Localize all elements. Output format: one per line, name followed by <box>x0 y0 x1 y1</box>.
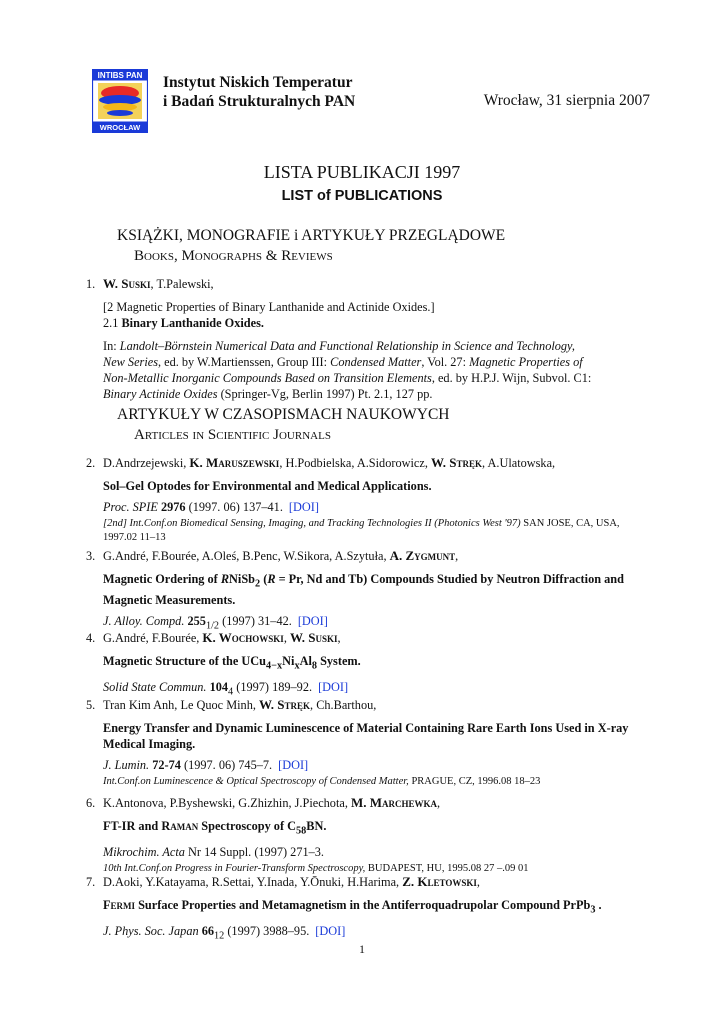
citation-part: , Vol. 27: <box>421 355 470 369</box>
title-part: = Pr, Nd and Tb) Compounds Studied by Neutron Diffraction and Magnetic Measurements. <box>103 572 624 608</box>
paper-title: Energy Transfer and Dynamic Luminescence of Material Containing Rare Earth Ions Used in X-ray Medical Imaging. <box>103 721 629 751</box>
journal-details: (1997) 31–42. <box>219 614 292 629</box>
publication-entry <box>86 697 651 789</box>
journal-issue: 12 <box>214 930 225 942</box>
citation-part: New Series <box>103 355 158 369</box>
journal-volume: 72-74 <box>152 758 181 772</box>
book-citation <box>103 338 651 402</box>
entry-number: 1. <box>86 277 96 291</box>
title-main: LISTA PUBLIKACJI 1997 <box>263 162 461 182</box>
author-list: G.André, F.Bourée, A.Oleś, B.Penc, W.Sikora, A.Szytuła, <box>103 549 390 563</box>
entry-authors <box>103 276 651 292</box>
journal-volume: 104 <box>209 680 229 695</box>
citation-part: Landolt–Börnstein Numerical Data and Functional Relationship in Science and Technology, <box>119 339 575 353</box>
entry-authors <box>103 455 651 471</box>
conference-details: PRAGUE, CZ, 1996.08 18–23 <box>408 776 541 787</box>
doi-link[interactable]: [DOI] <box>288 500 319 514</box>
entry-authors <box>103 874 651 890</box>
title-part: System. <box>317 654 361 668</box>
journal-issue: 1/2 <box>205 620 220 632</box>
title-part: R <box>220 572 230 586</box>
section-title-en: Articles in Scientific Journals <box>134 427 331 443</box>
page-title <box>0 160 724 208</box>
author-highlight: Z. Kletowski <box>402 874 477 889</box>
section-number: 2.1 <box>103 316 122 330</box>
journal-details: (1997. 06) 745–7. <box>180 758 273 772</box>
conference-info <box>103 517 651 545</box>
citation-part: , ed. by W.Martienssen, Group III: <box>158 355 331 369</box>
section-heading-books <box>117 226 505 266</box>
author-list: , H.Podbielska, A.Sidorowicz, <box>279 456 431 470</box>
title-subscript: 58 <box>296 825 307 837</box>
conference-details: SAN JOSE, CA, USA, 1997.02 11–13 <box>103 518 620 543</box>
author-highlight: K. Wochowski <box>202 630 284 645</box>
journal-name: Solid State Commun. <box>103 680 207 695</box>
title-part: Raman <box>161 819 199 833</box>
conference-name: Int.Conf.on Luminescence & Optical Spectroscopy of Condensed Matter, <box>103 776 409 787</box>
entry-authors <box>103 548 651 564</box>
author-highlight: W. Suski <box>289 630 338 645</box>
chapter-line: [2 Magnetic Properties of Binary Lanthanide and Actinide Oxides.] <box>103 300 435 314</box>
section-line <box>103 315 651 331</box>
title-part: Fermi <box>103 898 136 912</box>
journal-details: Nr 14 Suppl. (1997) 271–3. <box>184 845 324 860</box>
title-part: Magnetic Structure of the UCu <box>103 654 267 668</box>
publication-entry <box>86 874 651 945</box>
publication-entry <box>86 276 651 402</box>
section-title: Binary Lanthanide Oxides. <box>121 316 264 330</box>
title-subscript: 3 <box>590 904 596 916</box>
conference-name: [2nd] Int.Conf.on Biomedical Sensing, Imaging, and Tracking Technologies II (Photonics West '97) <box>103 518 521 529</box>
paper-title: Sol–Gel Optodes for Environmental and Medical Applications. <box>103 479 432 493</box>
publication-entry <box>86 455 651 545</box>
page-number: 1 <box>359 942 365 956</box>
doi-link[interactable]: [DOI] <box>315 924 346 939</box>
title-part: Ni <box>282 654 295 668</box>
citation-part: (Springer-Vg, Berlin 1997) Pt. 2.1, 127 pp. <box>217 387 433 401</box>
paper-title <box>103 571 651 608</box>
journal-volume: 255 <box>187 614 206 629</box>
intibs-logo <box>92 69 148 133</box>
institute-line2: i Badań Strukturalnych PAN <box>163 93 356 110</box>
citation-part: Magnetic Properties of <box>469 355 583 369</box>
title-subscript: x <box>294 660 300 672</box>
citation-part: Binary Actinide Oxides <box>103 387 218 401</box>
entry-authors <box>103 697 651 713</box>
paper-title <box>103 897 651 918</box>
author-highlight: W. Suski <box>103 276 151 291</box>
author-list: , A.Ulatowska, <box>482 456 556 470</box>
paper-title <box>103 653 651 674</box>
journal-volume: 2976 <box>160 500 186 514</box>
journal-name: Mikrochim. Acta <box>103 845 185 860</box>
author-list: , Ch.Barthou, <box>310 698 377 712</box>
journal-volume: 66 <box>201 924 214 939</box>
section-heading-articles <box>117 405 449 445</box>
author-list: Tran Kim Anh, Le Quoc Minh, <box>103 698 259 712</box>
document-date: Wrocław, 31 sierpnia 2007 <box>483 92 650 109</box>
author-highlight: W. Stręk <box>430 455 483 470</box>
title-subscript: 4−x <box>266 660 283 672</box>
journal-details: (1997) 3988–95. <box>224 924 310 939</box>
entry-number: 3. <box>86 549 96 563</box>
author-list: , <box>283 631 290 645</box>
author-highlight: K. Maruszewski <box>189 455 280 470</box>
author-list: , <box>437 796 441 810</box>
entry-authors <box>103 795 651 811</box>
conference-details: BUDAPEST, HU, 1995.08 27 –.09 01 <box>365 863 529 875</box>
author-list: , <box>476 875 480 889</box>
section-title-en: Books, Monographs & Reviews <box>134 248 333 264</box>
journal-name: J. Lumin. <box>103 758 150 772</box>
author-list: K.Antonova, P.Byshewski, G.Zhizhin, J.Piechota, <box>103 796 351 810</box>
institute-line1: Instytut Niskich Temperatur <box>163 74 353 91</box>
conference-name: 10th Int.Conf.on Progress in Fourier-Transform Spectroscopy, <box>103 863 366 875</box>
author-list: D.Aoki, Y.Katayama, R.Settai, Y.Inada, Y.Ōnuki, H.Harima, <box>103 875 403 889</box>
citation-part: , ed. by H.P.J. Wijn, Subvol. C1: <box>431 371 592 385</box>
entry-number: 2. <box>86 456 96 470</box>
author-list: , T.Palewski, <box>150 277 214 291</box>
publication-entry <box>86 630 651 701</box>
logo-bottom-text: WROCŁAW <box>99 123 141 132</box>
journal-name: J. Alloy. Compd. <box>103 614 185 629</box>
entry-number: 4. <box>86 631 96 645</box>
publication-entry <box>86 548 651 635</box>
journal-line <box>103 757 651 773</box>
author-list: G.André, F.Bourée, <box>103 631 203 645</box>
author-list: , <box>455 549 459 563</box>
title-part: R <box>267 572 276 586</box>
author-highlight: M. Marchewka <box>350 795 438 810</box>
citation-part: In: <box>103 339 120 353</box>
section-title-pl: ARTYKUŁY W CZASOPISMACH NAUKOWYCH <box>117 406 450 423</box>
title-part: ( <box>260 572 268 586</box>
journal-name: J. Phys. Soc. Japan <box>103 924 199 939</box>
journal-line <box>103 499 651 515</box>
entry-number: 5. <box>86 698 96 712</box>
title-part: . <box>595 898 602 912</box>
section-title-pl: KSIĄŻKI, MONOGRAFIE i ARTYKUŁY PRZEGLĄDOWE <box>117 227 506 244</box>
journal-details: (1997) 189–92. <box>233 680 313 695</box>
title-subscript: 8 <box>311 660 317 672</box>
citation-part: Non-Metallic Inorganic Compounds Based on Transition Elements <box>103 371 432 385</box>
title-subscript: 2 <box>255 578 261 590</box>
journal-name: Proc. SPIE <box>103 500 158 514</box>
logo-top-text: INTIBS PAN <box>97 71 143 80</box>
citation-part: Condensed Matter <box>330 355 422 369</box>
journal-line <box>103 844 651 860</box>
title-part: FT-IR and <box>103 819 162 833</box>
entry-authors <box>103 630 651 646</box>
author-list: D.Andrzejewski, <box>103 456 190 470</box>
journal-issue: 4 <box>228 686 234 698</box>
title-part: NiSb <box>229 572 256 586</box>
title-sub: LIST of PUBLICATIONS <box>281 188 443 204</box>
doi-link[interactable]: [DOI] <box>278 758 309 772</box>
author-highlight: W. Stręk <box>259 697 311 712</box>
journal-details: (1997. 06) 137–41. <box>185 500 283 514</box>
author-list: , <box>337 631 341 645</box>
entry-number: 7. <box>86 875 96 889</box>
entry-number: 6. <box>86 796 96 810</box>
publication-entry <box>86 795 651 876</box>
doi-link[interactable]: [DOI] <box>318 680 349 695</box>
institute-name <box>163 73 355 111</box>
title-part: Spectroscopy of C <box>198 819 297 833</box>
title-part: BN. <box>306 819 327 833</box>
author-highlight: A. Zygmunt <box>389 548 456 563</box>
conference-info <box>103 775 651 789</box>
title-part: Magnetic Ordering of <box>103 572 221 586</box>
paper-title <box>103 818 651 839</box>
title-part: Surface Properties and Metamagnetism in the Antiferroquadrupolar Compound PrPb <box>135 898 591 912</box>
doi-link[interactable]: [DOI] <box>297 614 328 629</box>
title-part: Al <box>299 654 312 668</box>
